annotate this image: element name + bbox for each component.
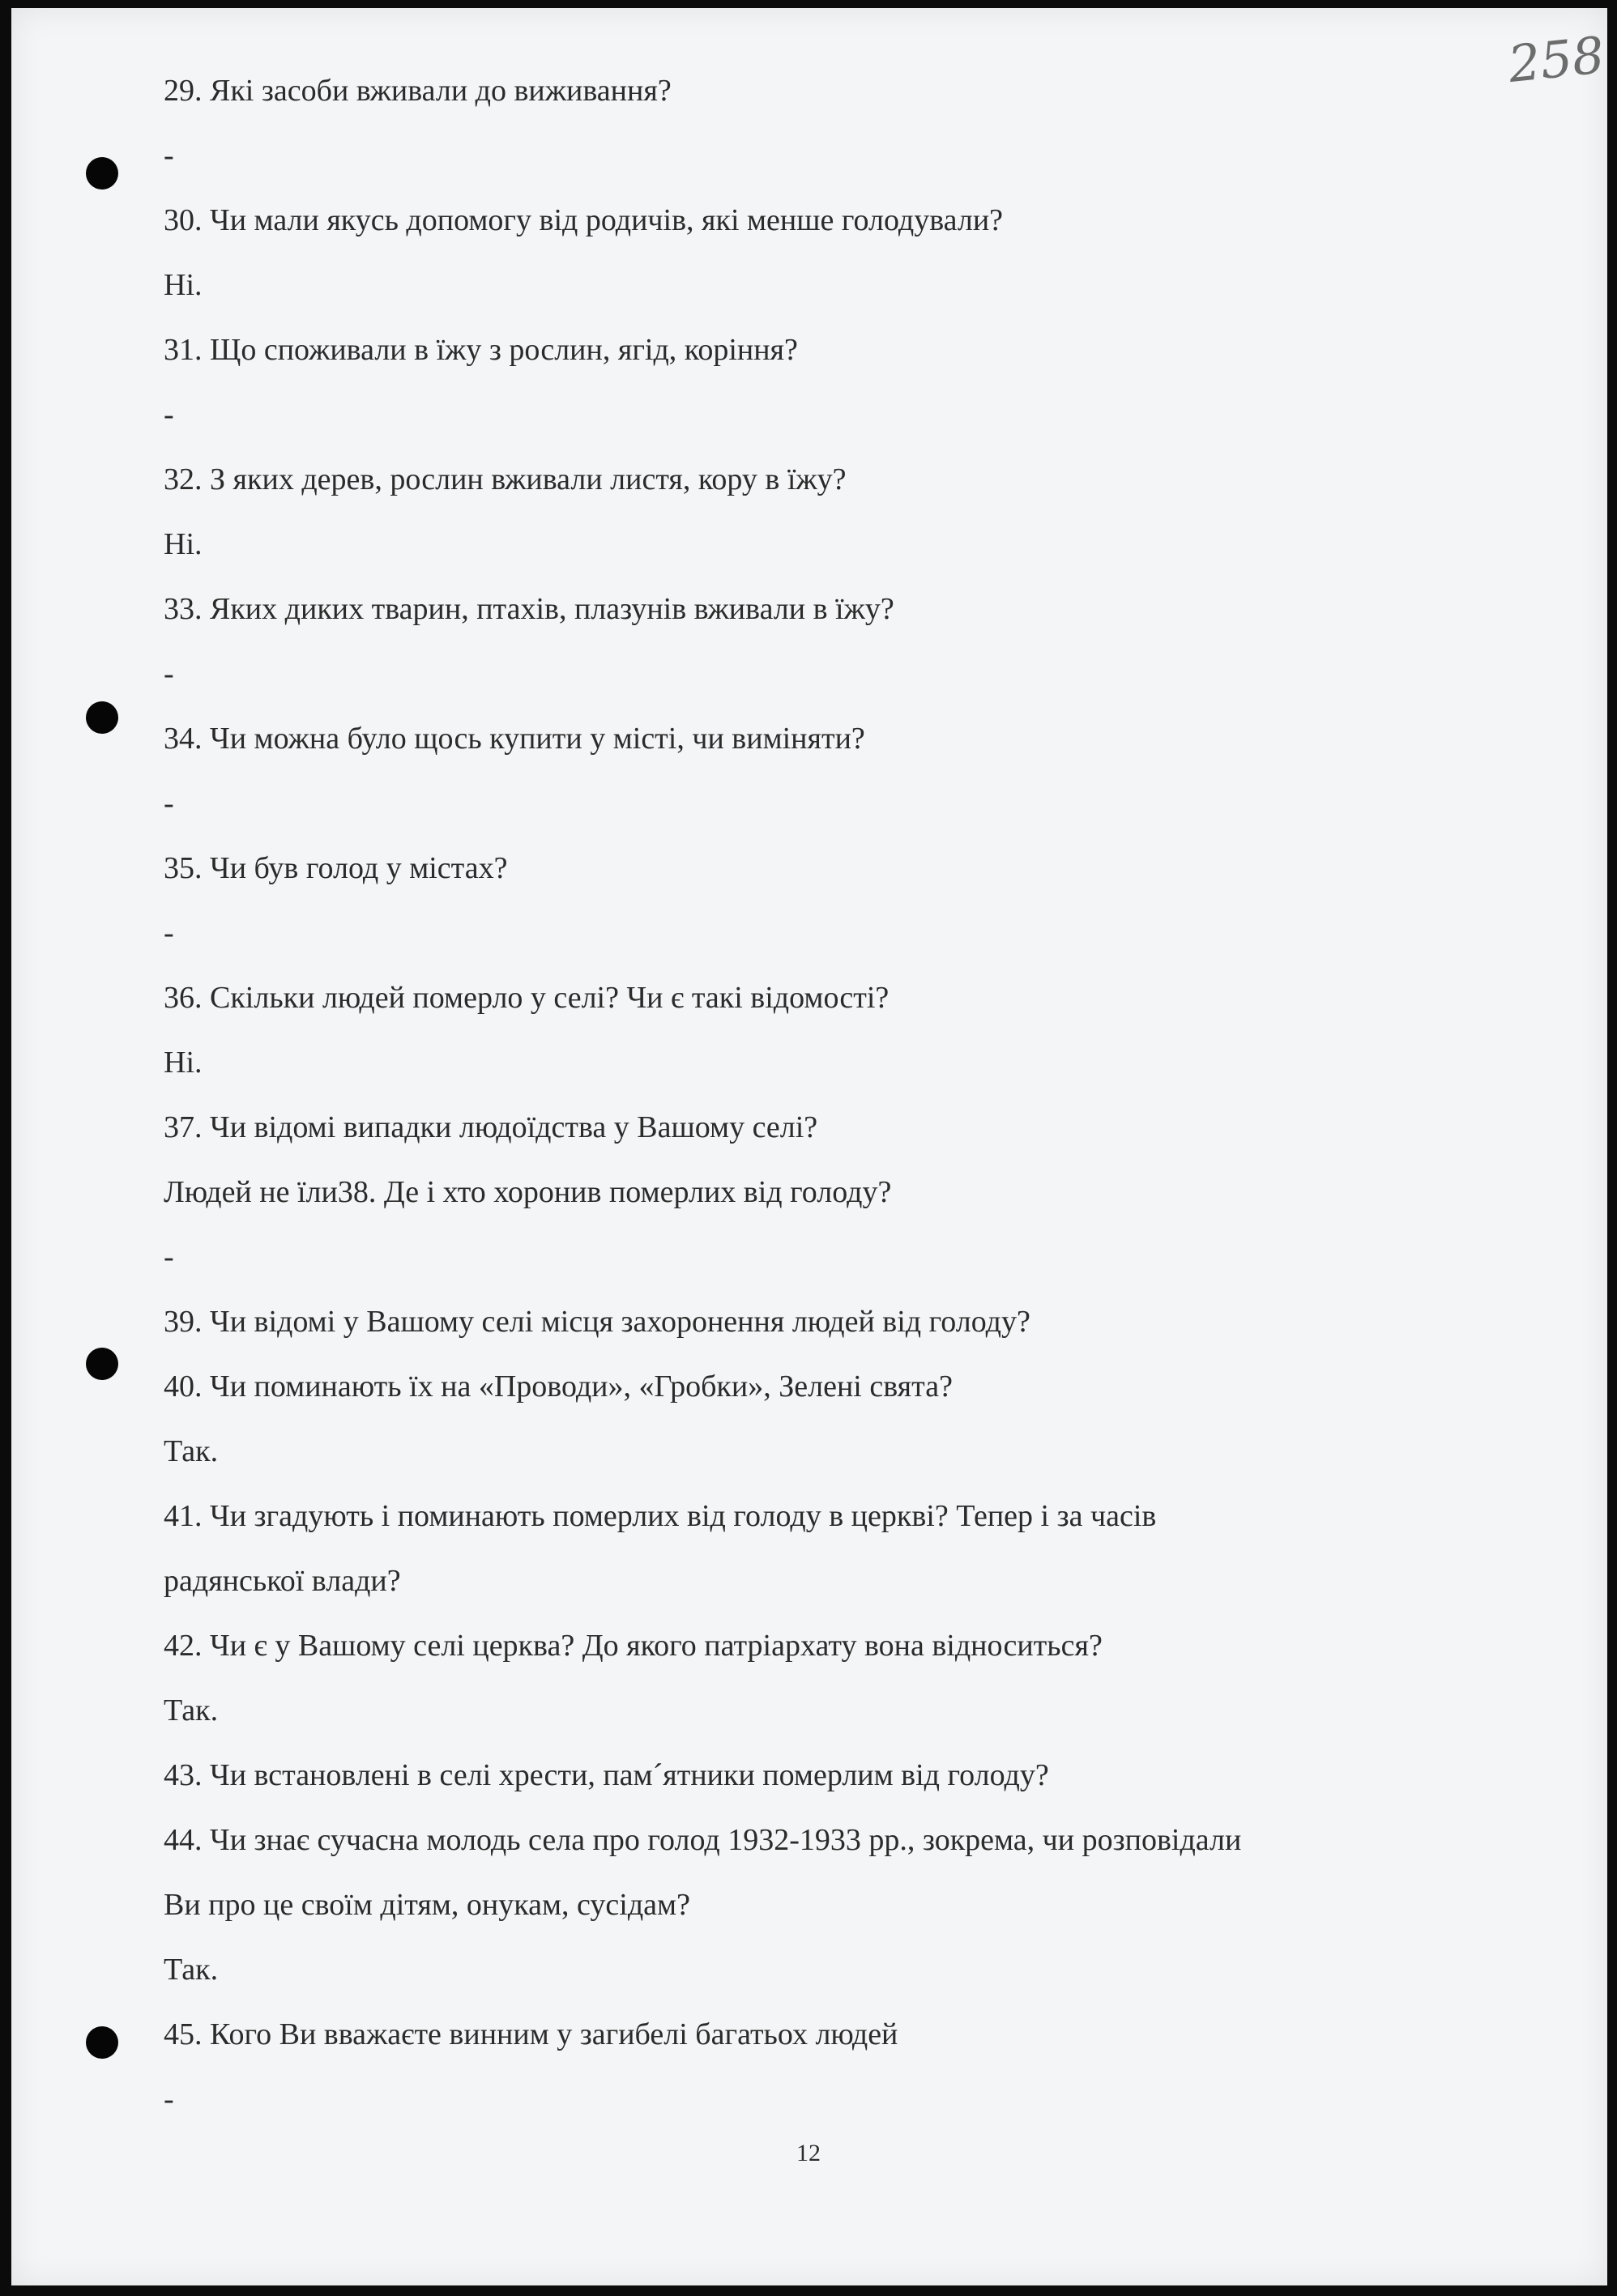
text-line: 45. Кого Ви вважаєте винним у загибелі багатьох людей: [164, 2017, 898, 2051]
text-line: Ні.: [164, 1046, 203, 1080]
text-line: -: [164, 138, 174, 173]
text-line: -: [164, 657, 174, 691]
questionnaire-text: [164, 58, 1541, 2132]
text-line: -: [164, 916, 174, 950]
text-line: Ні.: [164, 527, 203, 561]
text-line: -: [164, 2082, 174, 2116]
punch-hole: [86, 701, 118, 734]
text-line: 34. Чи можна було щось купити у місті, чи виміняти?: [164, 722, 865, 756]
text-line: радянської влади?: [164, 1564, 401, 1598]
text-line: 32. З яких дерев, рослин вживали листя, кору в їжу?: [164, 462, 847, 496]
text-line: 31. Що споживали в їжу з рослин, ягід, коріння?: [164, 333, 798, 367]
punch-hole: [86, 1348, 118, 1380]
punch-hole: [86, 2026, 118, 2059]
text-line: 39. Чи відомі у Вашому селі місця захоронення людей від голоду?: [164, 1305, 1030, 1339]
text-line: Людей не їли38. Де і хто хоронив померлих від голоду?: [164, 1175, 892, 1209]
text-line: 42. Чи є у Вашому селі церква? До якого патріархату вона відноситься?: [164, 1629, 1103, 1663]
text-line: Так.: [164, 1953, 219, 1987]
text-line: -: [164, 398, 174, 432]
punch-hole: [86, 157, 118, 190]
text-line: Так.: [164, 1434, 219, 1468]
text-line: 33. Яких диких тварин, птахів, плазунів вживали в їжу?: [164, 592, 894, 626]
text-line: Ні.: [164, 268, 203, 302]
text-line: 41. Чи згадують і поминають померлих від голоду в церкві? Тепер і за часів: [164, 1499, 1157, 1533]
text-line: -: [164, 786, 174, 820]
handwritten-page-annotation: 258: [1505, 25, 1607, 95]
text-line: -: [164, 1240, 174, 1274]
text-line: 29. Які засоби вживали до виживання?: [164, 74, 672, 108]
text-line: Так.: [164, 1693, 219, 1727]
text-line: 43. Чи встановлені в селі хрести, пам´ятники померлим від голоду?: [164, 1758, 1049, 1792]
page-number: 12: [796, 2140, 821, 2166]
text-line: 37. Чи відомі випадки людоїдства у Вашому селі?: [164, 1110, 818, 1144]
text-line: 44. Чи знає сучасна молодь села про голод 1932-1933 рр., зокрема, чи розповідали: [164, 1823, 1242, 1857]
text-line: 30. Чи мали якусь допомогу від родичів, які менше голодували?: [164, 203, 1004, 237]
text-line: 40. Чи поминають їх на «Проводи», «Гробки», Зелені свята?: [164, 1370, 953, 1404]
text-line: Ви про це своїм дітям, онукам, сусідам?: [164, 1888, 690, 1922]
text-line: 35. Чи був голод у містах?: [164, 851, 508, 885]
text-line: 36. Скільки людей померло у селі? Чи є такі відомості?: [164, 981, 890, 1015]
